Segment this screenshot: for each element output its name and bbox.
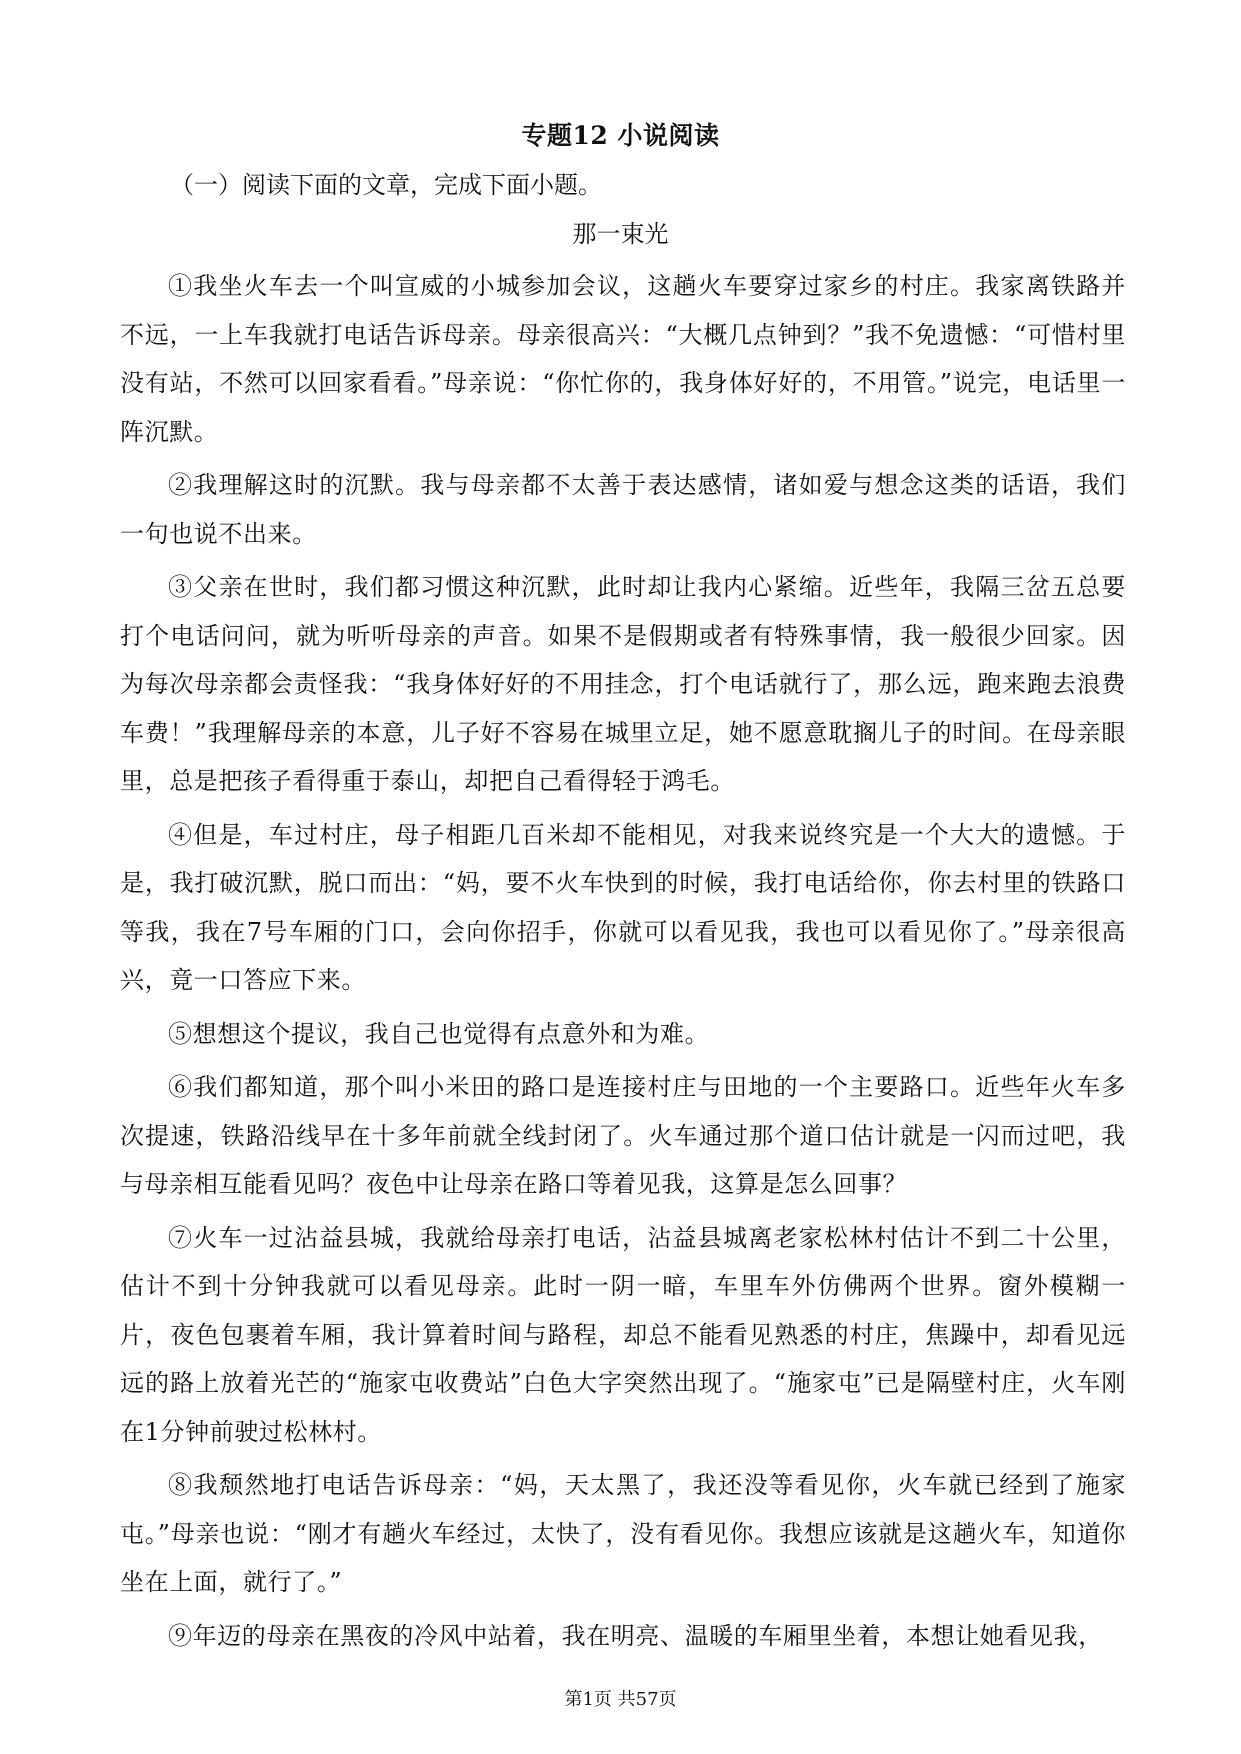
story-body: [120, 262, 1126, 1665]
page-number-footer: 第1页 共57页: [564, 1689, 677, 1710]
paragraph-5: ⑤想想这个提议，我自己也觉得有点意外和为难。: [168, 1019, 710, 1048]
paragraph-1: ①我坐火车去一个叫宣威的小城参加会议，这趟火车要穿过家乡的村庄。我家离铁路并不远，一上车我就打电话告诉母亲。母亲很高兴：“大概几点钟到？”我不免遗憾：“可惜村里没有站，不然可以回家看看。”母亲说：“你忙你的，我身体好好的，不用管。”说完，电话里一阵沉默。: [120, 272, 1126, 446]
document-title: 专题12 小说阅读: [521, 121, 720, 150]
paragraph-8: ⑧我颓然地打电话告诉母亲：“妈，天太黑了，我还没等看见你，火车就已经到了施家屯。”母亲也说：“刚才有趟火车经过，太快了，没有看见你。我想应该就是这趟火车，知道你坐在上面，就行了。”: [120, 1471, 1126, 1596]
story-title: 那一束光: [572, 220, 669, 248]
paragraph-7: ⑦火车一过沾益县城，我就给母亲打电话，沾益县城离老家松林村估计不到二十公里，估计不到十分钟我就可以看见母亲。此时一阴一暗，车里车外仿佛两个世界。窗外模糊一片，夜色包裹着车厢，我计算着时间与路程，却总不能看见熟悉的村庄，焦躁中，却看见远远的路上放着光芒的“施家屯收费站”白色大字突然出现了。“施家屯”已是隔壁村庄，火车刚在1分钟前驶过松林村。: [120, 1223, 1126, 1446]
paragraph-3: ③父亲在世时，我们都习惯这种沉默，此时却让我内心紧缩。近些年，我隔三岔五总要打个电话问问，就为听听母亲的声音。如果不是假期或者有特殊事情，我一般很少回家。因为每次母亲都会责怪我：“我身体好好的不用挂念，打个电话就行了，那么远，跑来跑去浪费车费！”我理解母亲的本意，儿子好不容易在城里立足，她不愿意耽搁儿子的时间。在母亲眼里，总是把孩子看得重于泰山，却把自己看得轻于鸿毛。: [120, 573, 1126, 795]
paragraph-2: ②我理解这时的沉默。我与母亲都不太善于表达感情，诸如爱与想念这类的话语，我们一句也说不出来。: [120, 471, 1126, 548]
paragraph-4: ④但是，车过村庄，母子相距几百米却不能相见，对我来说终究是一个大大的遗憾。于是，我打破沉默，脱口而出：“妈，要不火车快到的时候，我打电话给你，你去村里的铁路口等我，我在7号车厢的门口，会向你招手，你就可以看见我，我也可以看见你了。”母亲很高兴，竟一口答应下来。: [120, 820, 1126, 994]
section-instruction: （一）阅读下面的文章，完成下面小题。: [170, 171, 602, 199]
paragraph-9: ⑨年迈的母亲在黑夜的冷风中站着，我在明亮、温暖的车厢里坐着，本想让她看见我，: [168, 1621, 1103, 1650]
paragraph-6: ⑥我们都知道，那个叫小米田的路口是连接村庄与田地的一个主要路口。近些年火车多次提速，铁路沿线早在十多年前就全线封闭了。火车通过那个道口估计就是一闪而过吧，我与母亲相互能看见吗？夜色中让母亲在路口等着见我，这算是怎么回事？: [120, 1073, 1126, 1198]
